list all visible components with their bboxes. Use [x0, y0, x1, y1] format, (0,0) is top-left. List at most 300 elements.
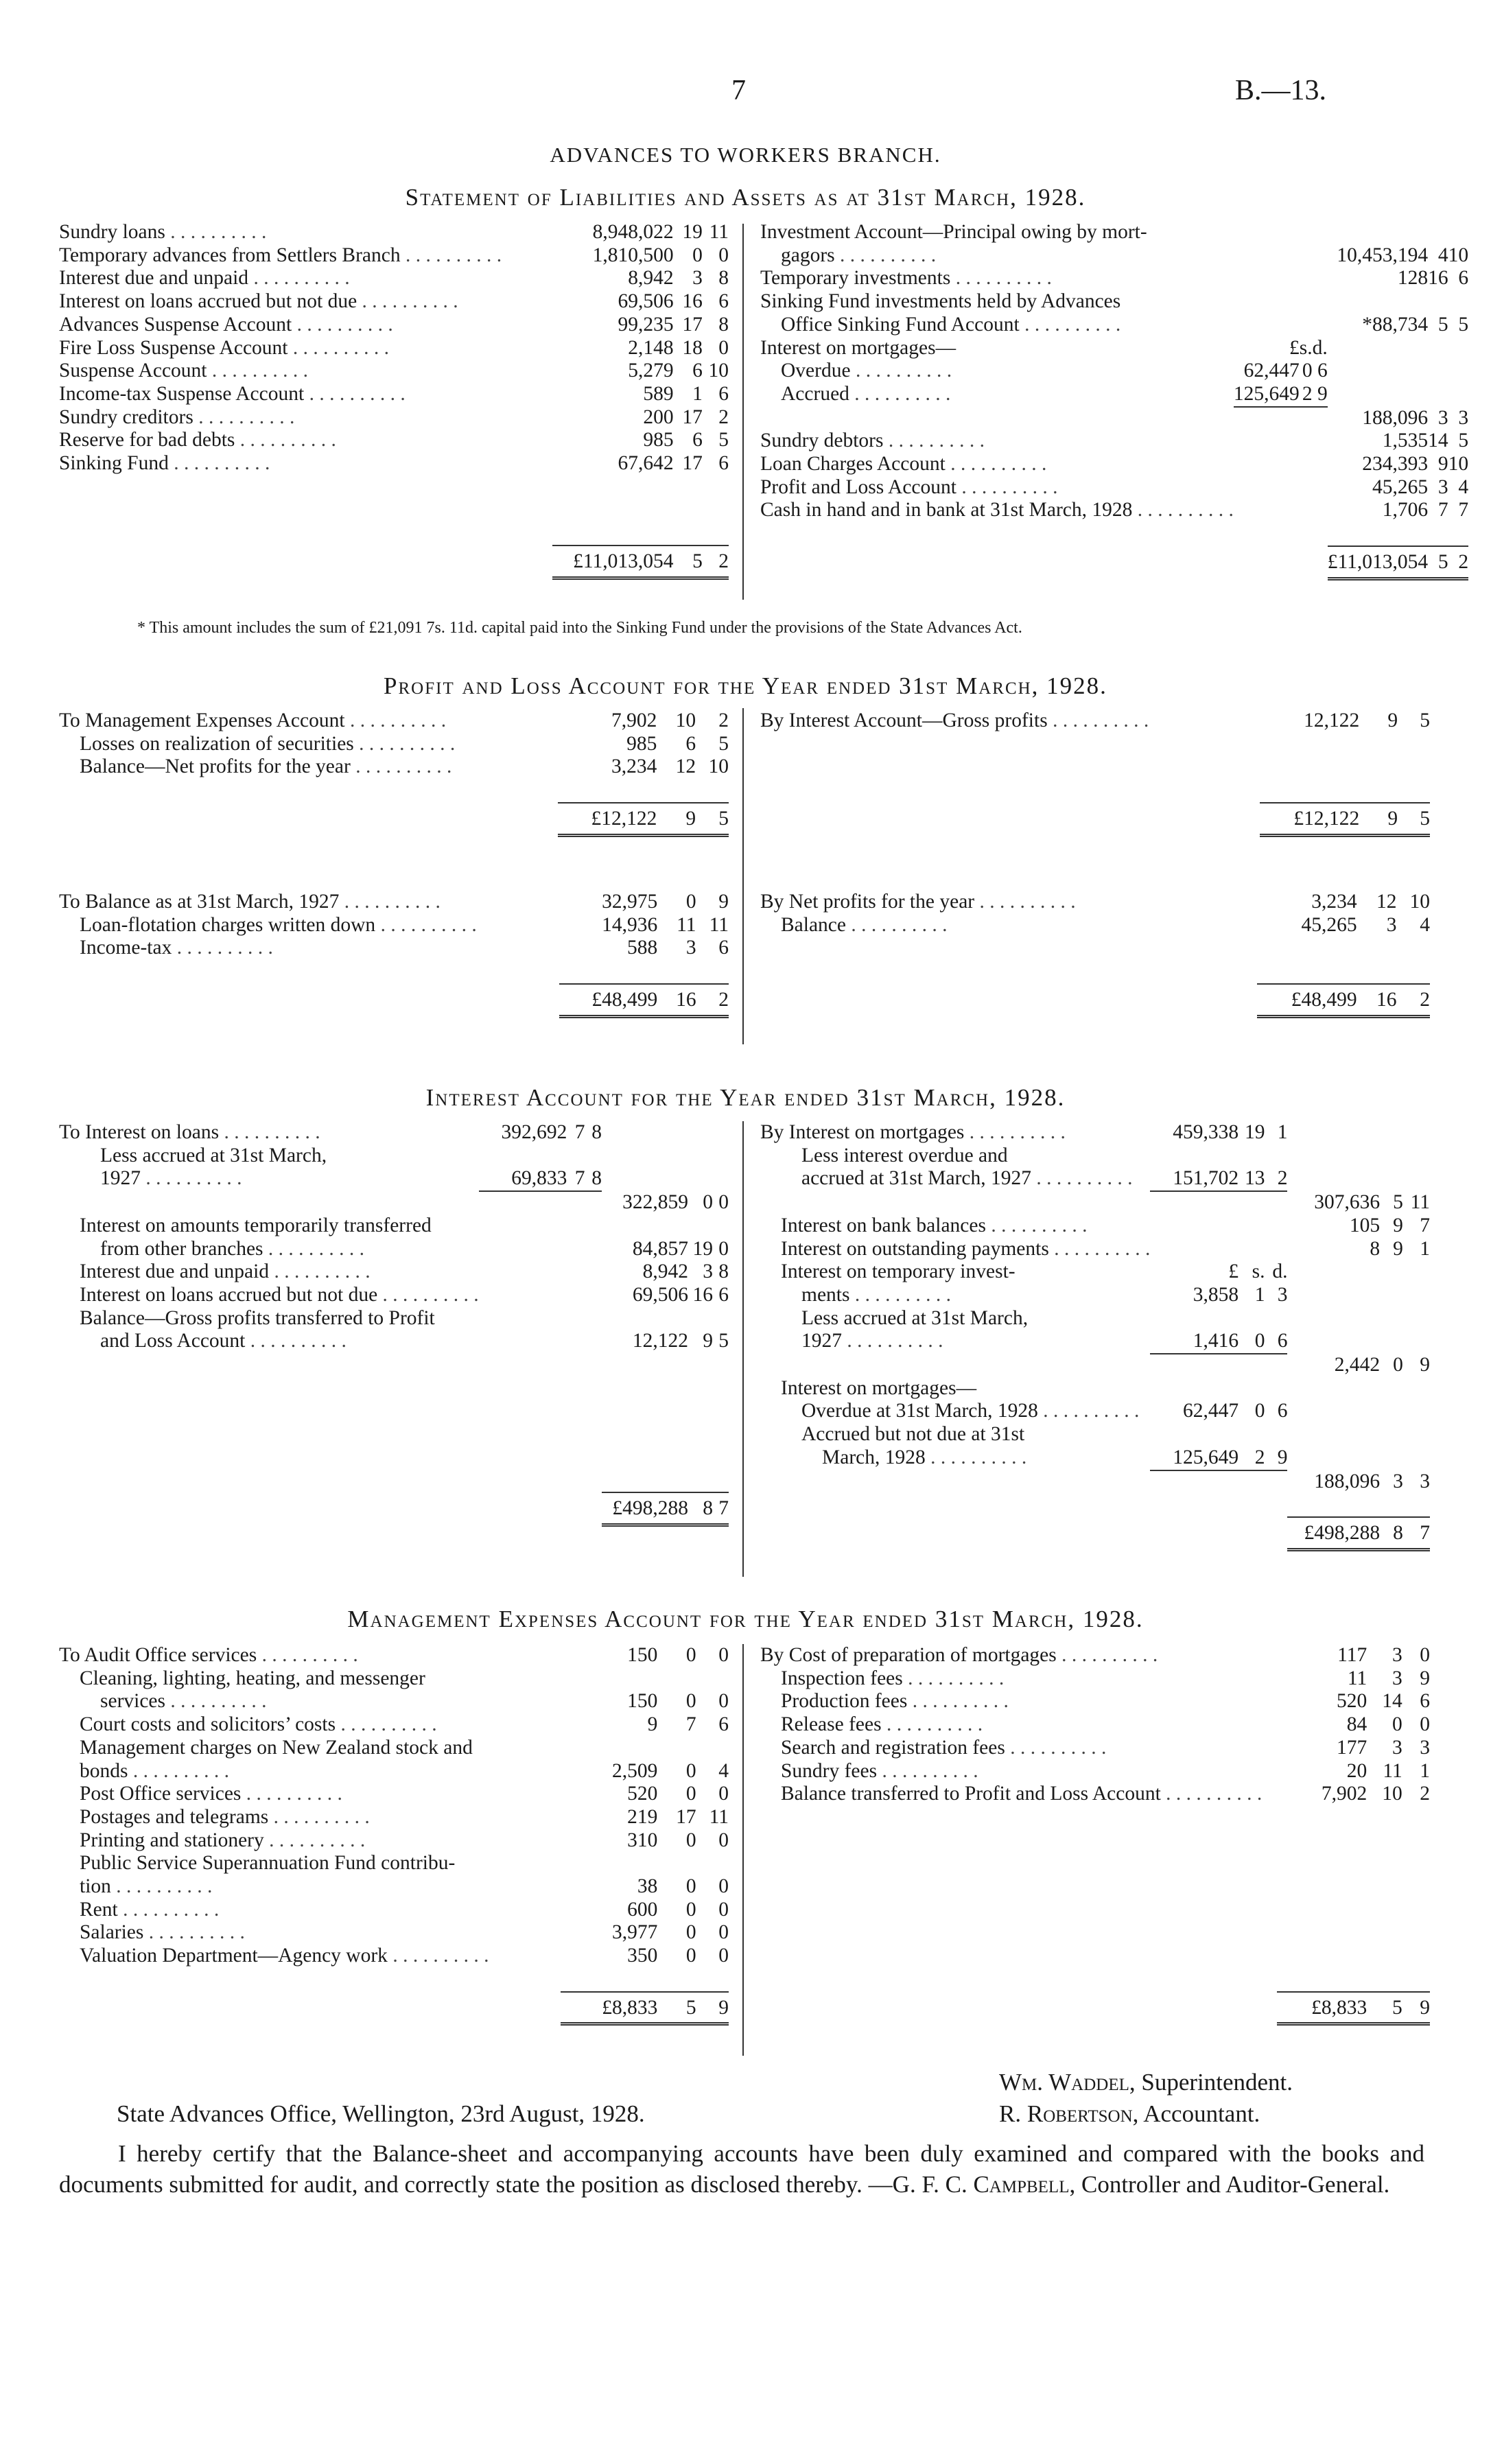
shillings: 0 [685, 1898, 696, 1921]
total-pence: 7 [713, 1492, 729, 1525]
blank-cell [1398, 779, 1430, 803]
leader-dots: . . . . . . . . . . [945, 453, 1047, 476]
line-label [59, 1644, 545, 1667]
account-line [760, 1400, 1430, 1423]
blank-cell [696, 1968, 729, 1992]
line-label [59, 937, 544, 960]
inner-pence [548, 221, 552, 244]
inner-pounds [479, 1284, 567, 1307]
pence: 3 [1458, 406, 1469, 429]
blank-cell [1260, 733, 1359, 756]
inner-pounds [543, 709, 548, 733]
line-label [59, 406, 537, 430]
inner-pounds [545, 1852, 550, 1875]
shillings [1380, 1330, 1403, 1354]
line-label-text: gagors [781, 244, 835, 266]
inner-pence [555, 1899, 560, 1922]
inner-pounds [545, 1783, 550, 1806]
inner-shillings [549, 914, 554, 937]
inner-pounds [543, 733, 548, 756]
blank-cell [760, 960, 1241, 984]
total-line [760, 984, 1430, 1016]
line-label [760, 244, 1234, 268]
profit-loss-debit-table-2 [59, 891, 729, 1018]
pence: 2 [1420, 1783, 1430, 1805]
inner-shillings [567, 1260, 585, 1284]
leader-dots: . . . . . . . . . . [304, 382, 406, 405]
shillings: 3 [1393, 1470, 1403, 1492]
inner-shillings [549, 984, 554, 1016]
total-pounds: £12,122 [1260, 803, 1359, 835]
inner-pence: 6 [1277, 1400, 1288, 1422]
account-line [59, 337, 729, 360]
pounds [1287, 1446, 1380, 1470]
inner-pence [1272, 1690, 1277, 1713]
account-line [760, 1167, 1430, 1191]
leader-dots: . . . . . . . . . . [1037, 1400, 1140, 1422]
inner-pence [555, 1806, 560, 1829]
pounds: *88,734 [1362, 313, 1429, 336]
blank-cell [542, 521, 547, 545]
shillings [1380, 1423, 1403, 1446]
pounds: 84 [1346, 1713, 1367, 1736]
line-label [59, 383, 537, 406]
spacer-line [59, 1469, 729, 1493]
inner-pounds [545, 1921, 550, 1945]
inner-pence [585, 1284, 602, 1307]
blank-cell [1267, 1968, 1272, 1992]
account-line [59, 429, 729, 452]
line-label-text: Printing and stationery [80, 1829, 264, 1851]
leader-dots: . . . . . . . . . . [165, 221, 267, 243]
account-line [59, 914, 729, 937]
spacer-line [59, 960, 729, 984]
pounds [1287, 1145, 1380, 1168]
pounds: 117 [1337, 1644, 1367, 1666]
inner-pence [555, 1737, 560, 1760]
pounds: 322,859 [622, 1191, 689, 1214]
blank-cell [1403, 1493, 1430, 1517]
spacer-line [760, 522, 1468, 546]
pence [1448, 360, 1469, 383]
pounds: 2,442 [1334, 1354, 1381, 1376]
leader-dots: . . . . . . . . . . [141, 1167, 242, 1190]
inner-pounds: 392,692 [501, 1121, 567, 1143]
total-pounds: £8,833 [1277, 1992, 1367, 2024]
pence: 5 [1458, 430, 1469, 452]
assets-table [760, 221, 1468, 580]
blank-cell [1359, 733, 1398, 756]
shillings [688, 1215, 713, 1238]
line-label-text: By Interest on mortgages [760, 1121, 965, 1143]
line-label-text: from other branches [100, 1237, 263, 1260]
inner-pounds [1234, 267, 1300, 290]
blank-cell [554, 960, 559, 984]
pence: 8 [718, 313, 729, 336]
blank-cell [696, 779, 729, 803]
pence: 0 [718, 1690, 729, 1713]
line-label [59, 1829, 545, 1853]
inner-shillings [1300, 407, 1313, 430]
shillings: 0 [685, 1945, 696, 1967]
account-line [59, 755, 729, 779]
inner-pounds [545, 1690, 550, 1713]
inner-pounds [545, 1875, 550, 1899]
blank-cell [1396, 960, 1430, 984]
shillings: 9 [703, 1330, 713, 1352]
shillings [657, 1667, 696, 1691]
line-label-text: To Audit Office services [59, 1644, 257, 1666]
blank-cell [1277, 1921, 1367, 1945]
pence [713, 1307, 729, 1330]
pence [1403, 1284, 1430, 1307]
pence: 0 [718, 1921, 729, 1944]
leader-dots: . . . . . . . . . . [245, 1330, 347, 1352]
blank-cell [760, 1921, 1262, 1945]
shillings: 14 [1428, 430, 1448, 452]
pence: 0 [1420, 1644, 1430, 1666]
blank-cell [553, 779, 558, 803]
account-line [760, 430, 1468, 453]
line-label-text: March, 1928 [822, 1446, 926, 1468]
line-label-text: Valuation Department—Agency work [80, 1945, 388, 1967]
accountant-title: , Accountant. [1132, 2100, 1260, 2127]
total-pounds: £48,499 [1257, 984, 1357, 1016]
inner-pence [553, 803, 558, 835]
inner-pounds [1262, 1644, 1267, 1667]
line-label-text: By Net profits for the year [760, 891, 975, 913]
blank-cell [1267, 1875, 1272, 1899]
inner-pounds [1262, 1667, 1267, 1691]
line-label-text: Less accrued at 31st March, [801, 1306, 1029, 1329]
pounds: 12,122 [632, 1330, 689, 1352]
blank-line [59, 498, 729, 521]
inner-pounds [1234, 546, 1300, 578]
line-label-text: Less interest overdue and [801, 1144, 1008, 1166]
line-label [760, 1446, 1150, 1470]
blank-cell [479, 1376, 567, 1400]
blank-cell [1357, 960, 1397, 984]
inner-pence [548, 314, 552, 337]
account-line [760, 453, 1468, 476]
total-label [59, 1992, 545, 2024]
account-line [760, 891, 1430, 914]
account-line [760, 1307, 1430, 1330]
pounds: 7,902 [1321, 1783, 1367, 1805]
pence: 0 [1420, 1713, 1430, 1736]
leader-dots: . . . . . . . . . . [877, 1759, 978, 1782]
line-label-text: Accrued but not due at 31st [801, 1423, 1025, 1446]
blank-cell [1380, 1493, 1403, 1517]
leader-dots: . . . . . . . . . . [248, 267, 350, 290]
inner-shillings [548, 733, 552, 756]
line-label-text: Interest on bank balances [781, 1214, 986, 1236]
line-label [59, 1667, 545, 1691]
line-label-text: Sundry creditors [59, 406, 193, 428]
inner-pounds [545, 1644, 550, 1667]
inner-pence [548, 406, 552, 430]
total-pounds: £498,288 [602, 1492, 688, 1525]
audit-certificate [59, 2138, 1424, 2200]
shillings [1380, 1121, 1403, 1145]
inner-pounds [479, 1215, 567, 1238]
shillings [1428, 290, 1448, 314]
blank-cell [59, 1399, 479, 1422]
total-line [760, 1992, 1430, 2024]
pence: 6 [1420, 1690, 1430, 1713]
shillings: 12 [675, 755, 696, 778]
shillings [1380, 1284, 1403, 1307]
line-label-text: Less accrued at 31st March, [100, 1144, 327, 1166]
pence: 10 [708, 360, 729, 382]
leader-dots: . . . . . . . . . . [950, 267, 1052, 290]
inner-shillings: 0 [1254, 1400, 1265, 1422]
blank-cell [559, 960, 657, 984]
inner-shillings [1300, 499, 1313, 522]
inner-pence [555, 1852, 560, 1875]
blank-cell [1402, 1921, 1430, 1945]
inner-pounds [537, 337, 542, 360]
account-line [59, 1238, 729, 1261]
line-label [760, 1307, 1150, 1330]
line-label-text: Sinking Fund [59, 452, 169, 475]
total-line [760, 546, 1468, 578]
inner-shillings [1267, 1992, 1272, 2024]
account-line [760, 1145, 1430, 1168]
inner-pence [553, 733, 558, 756]
shillings: 0 [685, 1783, 696, 1805]
inner-pounds [1262, 1992, 1267, 2024]
inner-pounds [1234, 314, 1300, 337]
blank-cell [1398, 733, 1430, 756]
leader-dots: . . . . . . . . . . [400, 244, 502, 266]
inner-pence [555, 1945, 560, 1968]
pounds: 69,506 [632, 1283, 689, 1306]
pounds: 10,453,194 [1337, 244, 1429, 266]
shillings [1380, 1307, 1403, 1330]
blank-cell [537, 476, 542, 499]
inner-pounds [545, 1992, 550, 2024]
superintendent-title: , Superintendent. [1129, 2069, 1293, 2096]
line-label [59, 1145, 479, 1168]
inner-pence [1313, 244, 1328, 268]
pence [696, 1852, 729, 1875]
inner-pounds [1234, 453, 1300, 476]
pence: 8 [718, 267, 729, 290]
account-line [760, 1377, 1430, 1400]
pounds: 600 [627, 1898, 658, 1921]
pence: 0 [718, 1191, 729, 1214]
account-line [760, 1330, 1430, 1354]
line-label [760, 1690, 1262, 1713]
inner-pounds [1262, 1783, 1267, 1806]
inner-shillings [550, 1737, 555, 1760]
inner-shillings [567, 1191, 585, 1215]
inner-pounds [1241, 984, 1246, 1016]
leader-dots: . . . . . . . . . . [263, 1237, 365, 1260]
blank-cell [688, 1399, 713, 1422]
blank-line [760, 1806, 1430, 1829]
page-number: 7 [731, 75, 746, 106]
account-line [760, 1760, 1430, 1783]
account-line [760, 1215, 1430, 1238]
pence: 6 [718, 1283, 729, 1306]
blank-cell [602, 1469, 688, 1493]
inner-shillings [1300, 290, 1313, 314]
inner-pence [1265, 1307, 1287, 1330]
shillings: 6 [685, 732, 696, 755]
line-label [760, 476, 1234, 500]
pounds: 1,706 [1382, 499, 1429, 521]
inner-shillings [1267, 1783, 1272, 1806]
inner-pence: d. [1312, 336, 1328, 359]
total-pence: 9 [1402, 1992, 1430, 2024]
blank-cell [688, 1469, 713, 1493]
line-label [59, 429, 537, 452]
line-label [59, 914, 544, 937]
shillings: 3 [1392, 1644, 1402, 1666]
pounds: 234,393 [1362, 453, 1429, 476]
total-pounds: £11,013,054 [1328, 546, 1428, 578]
blank-line [760, 1829, 1430, 1853]
pence [696, 1667, 729, 1691]
account-line [760, 1470, 1430, 1494]
line-label-text: Balance [781, 913, 846, 936]
inner-pence [555, 1713, 560, 1737]
line-label-text: Balance—Gross profits transferred to Profit [80, 1306, 435, 1329]
account-line [59, 733, 729, 756]
line-label-text: Loan Charges Account [760, 453, 946, 476]
shillings: 3 [685, 937, 696, 959]
pounds [561, 1667, 658, 1691]
blank-cell [1402, 1806, 1430, 1829]
blank-cell [602, 1422, 688, 1446]
blank-cell [558, 779, 657, 803]
line-label-text: tion [80, 1875, 111, 1898]
shillings: 16 [682, 290, 703, 313]
blank-cell [1272, 1829, 1277, 1853]
pounds: 8,948,022 [592, 221, 674, 243]
inner-pence [585, 1330, 602, 1353]
pounds: 350 [627, 1945, 658, 1967]
total-label [59, 984, 544, 1016]
spacer-line [760, 960, 1430, 984]
line-label [59, 755, 543, 779]
pence: 9 [718, 891, 729, 913]
blank-cell [59, 1469, 479, 1493]
inner-pounds [1234, 476, 1300, 500]
account-line [59, 1713, 729, 1737]
blank-cell [1357, 937, 1397, 960]
pence: 6 [1458, 267, 1469, 290]
inner-pence [585, 1238, 602, 1261]
blank-cell [585, 1376, 602, 1400]
inner-pounds [545, 1737, 550, 1760]
account-line [760, 1260, 1430, 1284]
inner-pence [554, 891, 559, 914]
total-shillings: 5 [1428, 546, 1448, 578]
blank-cell [657, 1968, 696, 1992]
inner-pounds: 69,833 [479, 1167, 567, 1191]
pounds: 1,535 [1382, 430, 1429, 452]
account-line [59, 1330, 729, 1353]
total-shillings: 5 [657, 1992, 696, 2024]
account-line [59, 891, 729, 914]
inner-pence [555, 1760, 560, 1783]
inner-pounds [537, 452, 542, 476]
inner-shillings [1238, 1517, 1265, 1549]
line-label-text: Post Office services [80, 1783, 242, 1805]
line-label-text: To Interest on loans [59, 1121, 220, 1143]
inner-pence: 3 [1277, 1283, 1288, 1306]
line-label-text: Suspense Account [59, 360, 207, 382]
inner-shillings [542, 545, 547, 578]
blank-cell [696, 960, 729, 984]
account-line [760, 1737, 1430, 1760]
inner-pence [1265, 1145, 1287, 1168]
inner-shillings: 0 [1238, 1330, 1265, 1354]
total-pence: 2 [696, 984, 729, 1016]
shillings: 11 [1383, 1759, 1402, 1782]
blank-cell [1277, 1899, 1367, 1922]
blank-cell [1367, 1968, 1402, 1992]
blank-cell [1238, 1493, 1265, 1517]
spacer-line [760, 1968, 1430, 1992]
line-label-text: Court costs and solicitors’ costs [80, 1713, 336, 1736]
blank-cell [1313, 522, 1328, 546]
pence [696, 1737, 729, 1760]
pounds [1287, 1284, 1380, 1307]
pence: 0 [718, 336, 729, 359]
line-label [59, 1690, 545, 1713]
blank-cell [59, 1353, 479, 1376]
line-label [760, 1667, 1262, 1691]
blank-cell [1277, 1806, 1367, 1829]
leader-dots: . . . . . . . . . . [1019, 313, 1121, 336]
pence [1403, 1167, 1430, 1191]
inner-shillings [1300, 221, 1313, 244]
pounds: 5,279 [628, 360, 674, 382]
shillings: 6 [692, 360, 703, 382]
inner-pounds [1234, 430, 1300, 453]
management-expenses-title: Management Expenses Account for the Year ended 31st March, 1928. [347, 1606, 1144, 1632]
pounds [1287, 1307, 1380, 1330]
inner-pence [548, 337, 552, 360]
account-line [59, 452, 729, 476]
blank-cell [555, 1968, 560, 1992]
blank-cell [1396, 937, 1430, 960]
line-label [760, 221, 1234, 244]
inner-pence [1313, 221, 1328, 244]
leader-dots: . . . . . . . . . . [339, 891, 441, 913]
blank-cell [1272, 1899, 1277, 1922]
leader-dots: . . . . . . . . . . [117, 1898, 220, 1921]
total-shillings: 16 [657, 984, 696, 1016]
pence [713, 1167, 729, 1191]
blank-cell [760, 937, 1241, 960]
line-label-text: By Cost of preparation of mortgages [760, 1644, 1057, 1666]
blank-cell [1252, 937, 1256, 960]
line-label-text: Temporary advances from Settlers Branch [59, 244, 401, 266]
total-pence: 2 [703, 545, 729, 578]
inner-pounds [545, 1713, 550, 1737]
shillings: 0 [685, 1829, 696, 1851]
leader-dots: . . . . . . . . . . [1047, 709, 1149, 731]
pence: 7 [1420, 1214, 1430, 1236]
line-label-text: Cleaning, lighting, heating, and messenger [80, 1667, 425, 1689]
pounds: 150 [627, 1690, 658, 1713]
inner-pounds [543, 803, 548, 835]
